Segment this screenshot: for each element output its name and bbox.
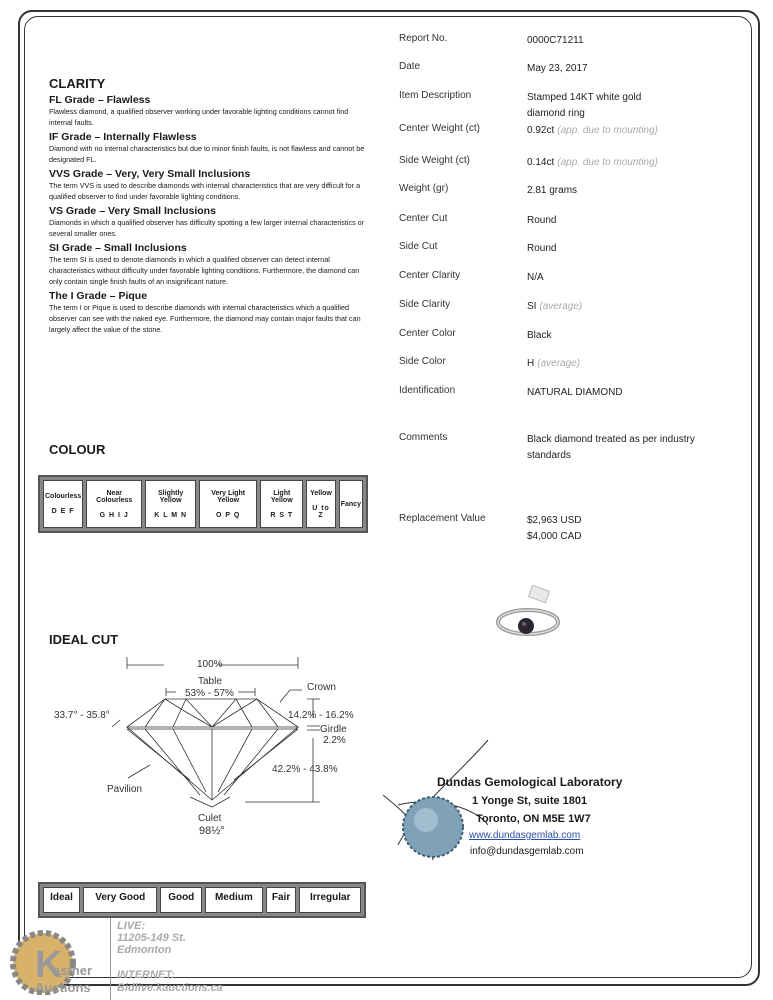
value-text: 0000C71211 [527,35,584,46]
value-text: N/A [527,272,544,283]
colour-name: Colourless [45,493,82,500]
width-label: 100% [197,659,223,670]
clarity-grade-heading: SI Grade – Small Inclusions [49,242,187,254]
report-field-label: Center Color [399,328,456,339]
colour-title: COLOUR [49,442,106,457]
crown-outline [127,699,298,727]
pavilion-pointer [128,765,150,778]
report-field-value [527,356,580,372]
clarity-grade-heading: FL Grade – Flawless [49,94,151,106]
value-text: SI [527,301,537,312]
report-field-value [527,33,584,49]
report-field-label: Identification [399,385,456,396]
report-field-label: Side Color [399,356,446,367]
report-field-label: Item Description [399,90,472,101]
report-field-value [527,241,556,257]
value-text: $2,963 USD [527,515,582,526]
clarity-grade-heading: The I Grade – Pique [49,290,148,302]
culet-label: Culet [198,813,222,824]
cut-grade-cell [299,887,361,913]
colour-name: Slightly Yellow [158,489,184,504]
colour-grades: G H I J [99,511,129,519]
clarity-title: CLARITY [49,76,106,91]
value-text: Round [527,215,557,226]
svg-text:Auctions: Auctions [35,980,91,995]
internet-label: INTERNET: [117,969,175,981]
report-field-label: Center Cut [399,213,448,224]
value-text: May 23, 2017 [527,63,588,74]
colour-grades: O P Q [215,511,241,519]
crown-label: Crown [307,682,336,693]
report-field-label: Report No. [399,33,448,44]
cut-grade-table [38,882,366,918]
cut-grade-cell [83,887,158,913]
report-field-value [527,90,641,122]
report-field-value [527,385,623,401]
value-text: Black [527,330,552,341]
value-text: Stamped 14KT white gold [527,92,642,103]
ideal-cut-title: IDEAL CUT [49,632,119,647]
report-field-value [527,213,556,229]
report-field-value [527,299,582,315]
live-address-1: 11205-149 St. [117,932,186,944]
value-text-line2: $4,000 CAD [527,531,582,542]
value-text: 0.92ct [527,125,555,136]
clarity-grade-description: The term I or Pique is used to describe diamonds with internal characteristics which a qualified observer can see with the naked eye. Furthermore, the diamond may contain major faults that can largely affect the value of the stone. [49,303,361,334]
kastner-auctions-logo [5,925,105,995]
girdle-pct-label: 2.2% [323,735,346,746]
report-field-label: Date [399,61,421,72]
cut-grade-cell [160,887,202,913]
report-field-value [527,513,581,545]
colour-name: Fancy [340,500,361,508]
svg-text:astner: astner [53,963,93,978]
value-note: (average) [537,358,581,369]
report-field-label: Side Weight (ct) [399,155,470,166]
value-text: H [527,358,535,369]
colour-name: Near Colourless [96,489,133,504]
girdle-label: Girdle [320,724,347,735]
cut-grade-label: Ideal [50,892,73,903]
lab-email: info@dundasgemlab.com [470,846,584,857]
pavilion-label: Pavilion [107,784,143,795]
cut-grade-cell [205,887,263,913]
value-text: 0.14ct [527,157,555,168]
lab-website-link[interactable]: www.dundasgemlab.com [469,830,581,841]
cut-grade-label: Very Good [95,892,146,903]
clarity-grade-description: The term SI is used to denote diamonds in which a qualified observer can detect internal characteristics without difficulty under favorable lighting conditions. Furthermore, the diamond can only contain single finish faults of an insignificant nature. [49,255,360,286]
table-pct-label: 53% - 57% [185,688,234,699]
clarity-grade-heading: VVS Grade – Very, Very Small Inclusions [49,168,251,180]
value-text: Round [527,243,557,254]
value-note: (average) [539,301,583,312]
pavilion-pct-label: 42.2% - 43.8% [272,764,338,775]
colour-cell [199,480,257,528]
report-field-label: Side Cut [399,241,438,252]
colour-cell [86,480,142,528]
report-field-value [527,432,695,464]
watermark-divider [110,918,111,1000]
colour-cell [260,480,303,528]
clarity-grade-description: Diamonds in which a qualified observer has difficulty spotting a few larger internal characteristics or several smaller ones. [49,218,365,238]
clarity-section [49,76,369,335]
ring-photo [492,580,567,650]
value-text: 2.81 grams [527,185,578,196]
value-text-line2: standards [527,450,571,461]
crown-pointer [280,690,302,702]
diamond-diagram [40,650,380,850]
report-field-label: Comments [399,432,448,443]
report-field-label: Weight (gr) [399,183,449,194]
report-field-value [527,155,658,171]
clarity-grade-heading: IF Grade – Internally Flawless [49,131,197,143]
clarity-grade-description: The term VVS is used to describe diamonds with internal characteristics that are very difficult for a qualified observer to find under favorable lighting conditions. [49,181,361,201]
crown-angle-label: 33.7° - 35.8° [54,710,110,721]
cut-grade-cell [43,887,80,913]
cut-grade-label: Irregular [309,892,351,903]
colour-cell [145,480,196,528]
culet-angle-label: 98½° [199,825,225,837]
colour-name: Light Yellow [270,489,293,504]
report-field-value [527,123,658,139]
colour-grades: K L M N [154,511,188,519]
lab-address-2: Toronto, ON M5E 1W7 [476,813,591,825]
value-text-line2: diamond ring [527,108,585,119]
colour-grades: R S T [270,511,294,519]
colour-name: Yellow [310,489,332,497]
colour-cell [339,480,363,528]
svg-text:K: K [35,944,63,986]
cut-grade-cell [266,887,297,913]
value-note: (app. due to mounting) [557,157,658,168]
report-field-label: Center Clarity [399,270,461,281]
lab-address-1: 1 Yonge St, suite 1801 [472,795,588,807]
colour-cell [43,480,83,528]
cut-grade-label: Fair [271,892,291,903]
cut-grade-label: Medium [214,892,253,903]
report-field-value [527,61,588,77]
clarity-grade-heading: VS Grade – Very Small Inclusions [49,205,216,217]
value-text: Black diamond treated as per industry [527,434,695,445]
colour-grades: D E F [51,508,75,515]
value-text: NATURAL DIAMOND [527,387,623,398]
report-field-value [527,183,577,199]
colour-cell [306,480,335,528]
live-label: LIVE: [117,920,146,932]
report-field-label: Replacement Value [399,513,486,524]
report-field-value [527,270,544,286]
colour-grades: U to Z [312,504,330,519]
clarity-grade-description: Diamond with no internal characteristics but due to minor finish faults, is not flawless and cannot be designated FL. [49,144,365,164]
crown-pct-label: 14.2% - 16.2% [288,710,354,721]
lab-name: Dundas Gemological Laboratory [437,775,623,789]
internet-url: Bidlive.kauctions.ca [117,982,223,994]
live-address-2: Edmonton [117,944,172,956]
colour-scale-table [38,475,368,533]
colour-name: Very Light Yellow [211,489,246,504]
value-note: (app. due to mounting) [557,125,658,136]
cut-grade-label: Good [168,892,195,903]
report-field-label: Side Clarity [399,299,451,310]
clarity-grade-description: Flawless diamond, a qualified observer working under favorable lighting conditions cannot find internal faults. [49,107,349,127]
report-field-value [527,328,551,344]
table-label: Table [198,676,222,687]
report-field-label: Center Weight (ct) [399,123,480,134]
